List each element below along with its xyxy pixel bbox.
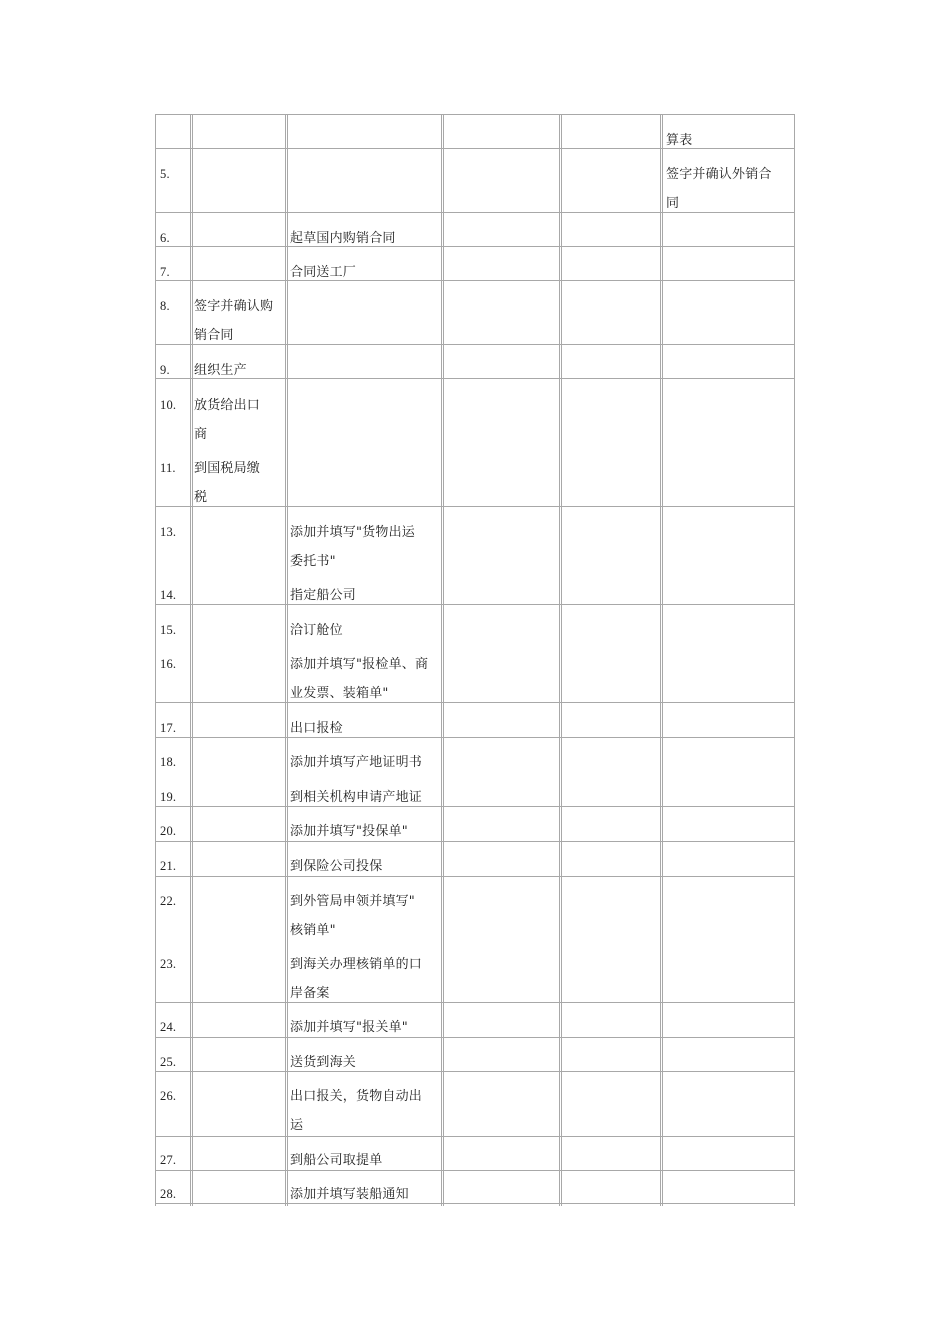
table-row-border xyxy=(155,344,795,345)
exporter-step-text: 业发票、装箱单" xyxy=(290,686,389,701)
exporter-step-text: 到相关机构申请产地证 xyxy=(290,790,423,805)
step-number: 20. xyxy=(160,824,177,838)
factory-step-text: 放货给出口 xyxy=(194,398,261,413)
exporter-step-text: 核销单" xyxy=(290,923,336,938)
table-row-border xyxy=(155,114,795,115)
exporter-step-text: 岸备案 xyxy=(290,986,330,1001)
exporter-step-text: 到船公司取提单 xyxy=(290,1153,383,1168)
factory-step-text: 税 xyxy=(194,490,208,505)
step-number: 16. xyxy=(160,657,177,671)
table-row-border xyxy=(155,841,795,842)
exporter-step-text: 指定船公司 xyxy=(290,588,357,603)
step-number: 19. xyxy=(160,790,177,804)
exporter-step-text: 送货到海关 xyxy=(290,1055,357,1070)
step-number: 13. xyxy=(160,525,177,539)
table-row-border xyxy=(155,148,795,149)
table-row-border xyxy=(155,1203,795,1204)
step-number: 25. xyxy=(160,1055,177,1069)
step-number: 21. xyxy=(160,859,177,873)
table-row-border xyxy=(155,876,795,877)
table-column-border xyxy=(190,114,193,1206)
factory-step-text: 销合同 xyxy=(194,328,234,343)
table-column-border xyxy=(794,114,795,1206)
exporter-step-text: 委托书" xyxy=(290,554,336,569)
table-row-border xyxy=(155,1136,795,1137)
exporter-step-text: 添加并填写"报检单、商 xyxy=(290,657,429,672)
step-number: 14. xyxy=(160,588,177,602)
step-number: 17. xyxy=(160,721,177,735)
table-row-border xyxy=(155,1002,795,1003)
exporter-step-text: 洽订舱位 xyxy=(290,623,343,638)
table-row-border xyxy=(155,1071,795,1072)
table-row-border xyxy=(155,1037,795,1038)
table-column-border xyxy=(441,114,444,1206)
table-row-border xyxy=(155,506,795,507)
table-column-border xyxy=(285,114,288,1206)
exporter-step-text: 添加并填写"货物出运 xyxy=(290,525,415,540)
exporter-step-text: 添加并填写"报关单" xyxy=(290,1020,408,1035)
step-number: 27. xyxy=(160,1153,177,1167)
table-column-border xyxy=(559,114,562,1206)
table-row-border xyxy=(155,212,795,213)
exporter-step-text: 合同送工厂 xyxy=(290,265,357,280)
importer-step-text: 签字并确认外销合 xyxy=(666,167,772,182)
factory-step-text: 组织生产 xyxy=(194,363,247,378)
exporter-step-text: 到保险公司投保 xyxy=(290,859,383,874)
step-number: 7. xyxy=(160,265,170,279)
step-number: 8. xyxy=(160,299,170,313)
process-table xyxy=(155,114,795,1206)
table-row-border xyxy=(155,702,795,703)
table-row-border xyxy=(155,280,795,281)
step-number: 18. xyxy=(160,755,177,769)
step-number: 26. xyxy=(160,1089,177,1103)
step-number: 24. xyxy=(160,1020,177,1034)
table-row-border xyxy=(155,604,795,605)
step-number: 15. xyxy=(160,623,177,637)
step-number: 28. xyxy=(160,1187,177,1201)
exporter-step-text: 添加并填写产地证明书 xyxy=(290,755,423,770)
importer-step-text: 算表 xyxy=(666,133,693,148)
exporter-step-text: 到外管局申领并填写" xyxy=(290,894,415,909)
exporter-step-text: 起草国内购销合同 xyxy=(290,231,396,246)
exporter-step-text: 添加并填写"投保单" xyxy=(290,824,408,839)
table-row-border xyxy=(155,737,795,738)
table-row-border xyxy=(155,246,795,247)
step-number: 11. xyxy=(160,461,176,475)
factory-step-text: 到国税局缴 xyxy=(194,461,261,476)
exporter-step-text: 出口报检 xyxy=(290,721,343,736)
table-row-border xyxy=(155,378,795,379)
exporter-step-text: 添加并填写装船通知 xyxy=(290,1187,409,1202)
step-number: 6. xyxy=(160,231,170,245)
step-number: 5. xyxy=(160,167,170,181)
exporter-step-text: 出口报关，货物自动出 xyxy=(290,1089,423,1104)
step-number: 10. xyxy=(160,398,177,412)
step-number: 22. xyxy=(160,894,177,908)
table-row-border xyxy=(155,1170,795,1171)
table-row-border xyxy=(155,806,795,807)
importer-step-text: 同 xyxy=(666,196,680,211)
factory-step-text: 签字并确认购 xyxy=(194,299,274,314)
step-number: 23. xyxy=(160,957,177,971)
exporter-step-text: 运 xyxy=(290,1118,304,1133)
step-number: 9. xyxy=(160,363,170,377)
exporter-step-text: 到海关办理核销单的口 xyxy=(290,957,423,972)
table-column-border xyxy=(660,114,663,1206)
table-column-border xyxy=(155,114,156,1206)
factory-step-text: 商 xyxy=(194,427,208,442)
